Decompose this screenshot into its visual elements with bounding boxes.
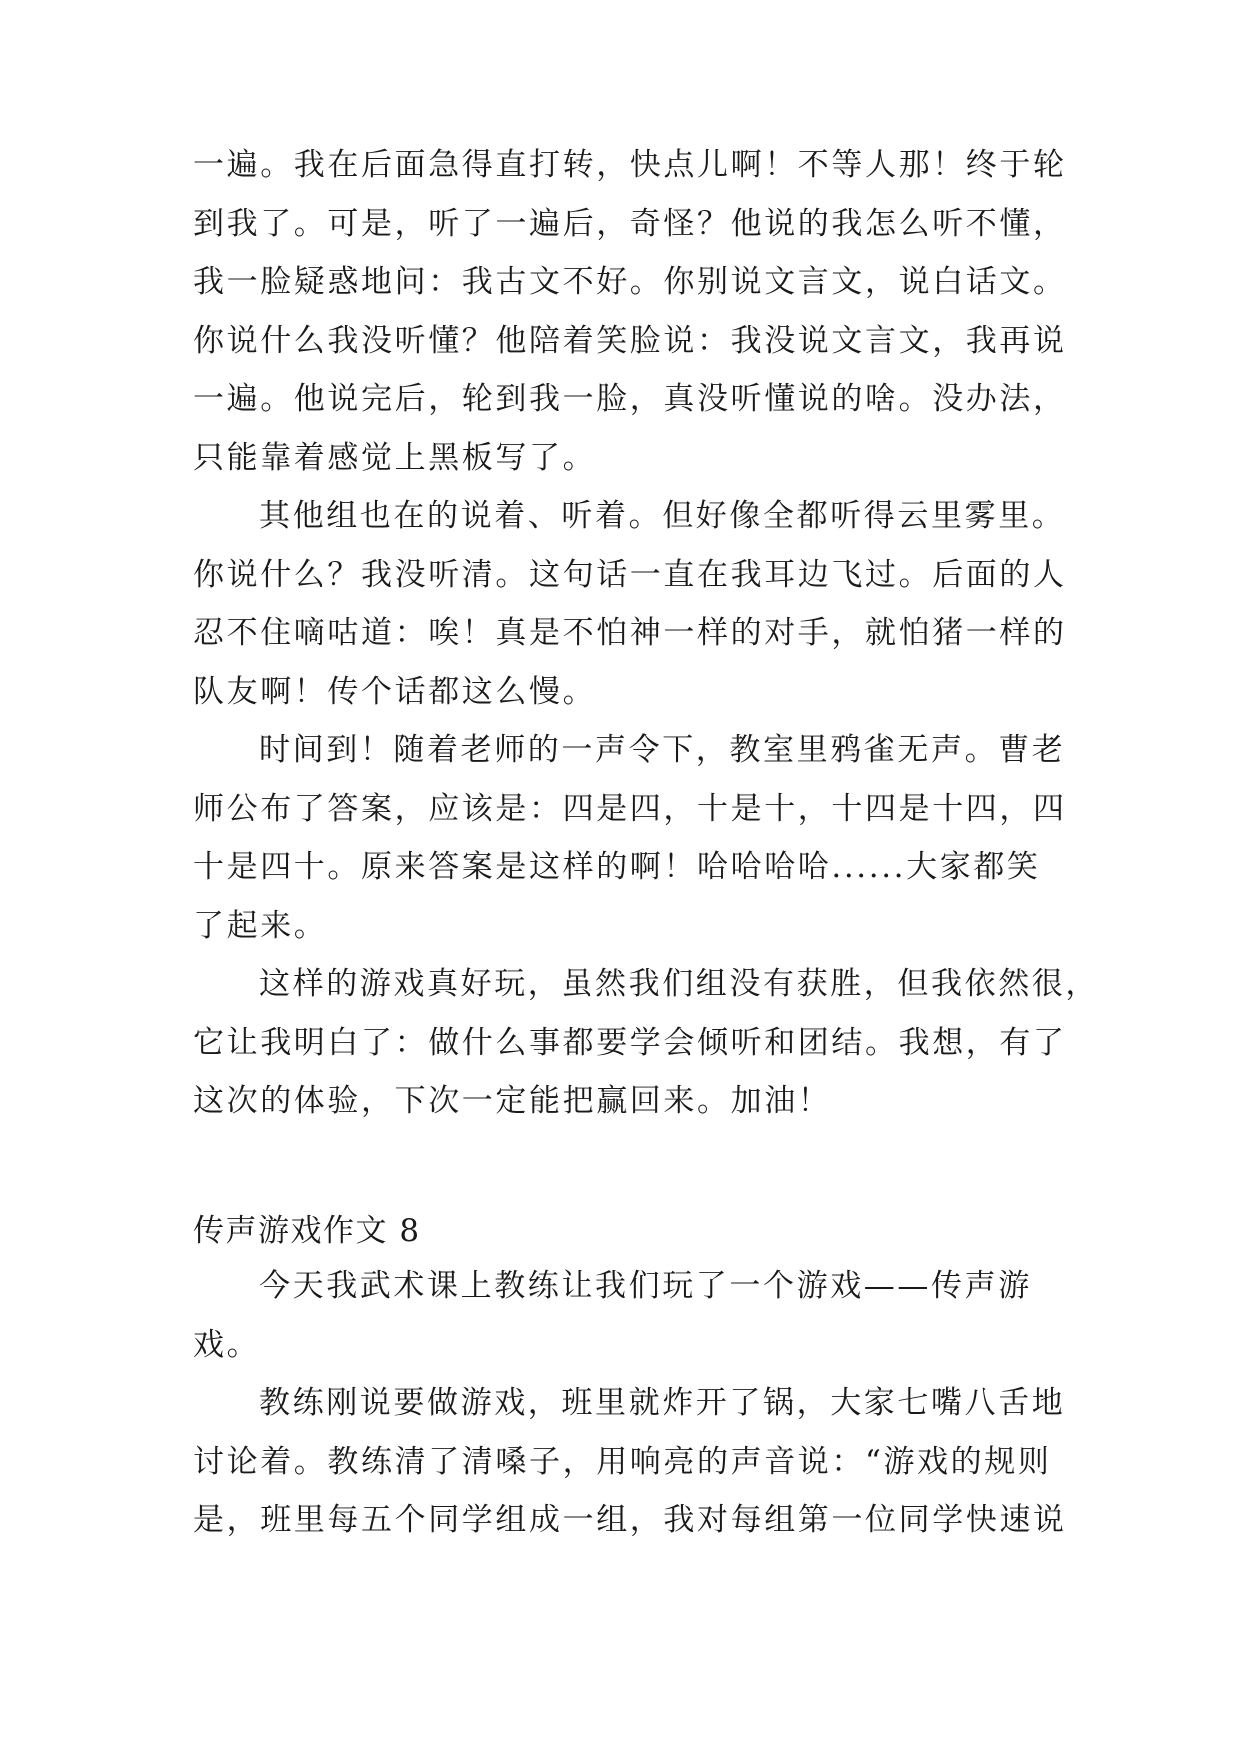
text-line: 只能靠着感觉上黑板写了。 <box>193 439 597 476</box>
text-line: 队友啊！传个话都这么慢。 <box>193 673 597 710</box>
text-line: 戏。 <box>193 1326 261 1363</box>
text-line: 这次的体验，下次一定能把赢回来。加油！ <box>193 1083 832 1119</box>
text-line: 一遍。我在后面急得直打转，快点儿啊！不等人那！终于轮 <box>193 147 1067 183</box>
text-line: 你说什么？我没听清。这句话一直在我耳边飞过。后面的人 <box>193 556 1067 593</box>
text-line: 今天我武术课上教练让我们玩了一个游戏——传声游 <box>259 1268 1032 1304</box>
section-text <box>193 1257 1073 1550</box>
text-line: 它让我明白了：做什么事都要学会倾听和团结。我想，有了 <box>193 1024 1067 1061</box>
text-line: 了起来。 <box>193 907 328 944</box>
text-line: 讨论着。教练清了清嗓子，用响亮的声音说：“游戏的规则 <box>193 1443 1052 1480</box>
text-line: 一遍。他说完后，轮到我一脸，真没听懂说的啥。没办法， <box>193 381 1067 417</box>
text-line: 这样的游戏真好玩，虽然我们组没有获胜，但我依然很， <box>259 966 1099 1002</box>
text-line: 我一脸疑惑地问：我古文不好。你别说文言文，说白话文。 <box>193 264 1067 300</box>
section-heading: 传声游戏作文 8 <box>193 1213 421 1249</box>
text-line: 师公布了答案，应该是：四是四，十是十，十四是十四，四 <box>193 790 1067 827</box>
text-line: 教练刚说要做游戏，班里就炸开了锅，大家七嘴八舌地 <box>259 1385 1066 1421</box>
text-line: 时间到！随着老师的一声令下，教室里鸦雀无声。曹老 <box>259 732 1066 768</box>
body-text <box>193 136 1099 1131</box>
text-line: 到我了。可是，听了一遍后，奇怪？他说的我怎么听不懂， <box>193 205 1067 242</box>
text-line: 其他组也在的说着、听着。但好像全都听得云里雾里。 <box>259 498 1066 534</box>
text-line: 十是四十。原来答案是这样的啊！哈哈哈哈......大家都笑 <box>193 849 1041 885</box>
text-line: 你说什么我没听懂？他陪着笑脸说：我没说文言文，我再说 <box>193 322 1067 359</box>
text-line: 是，班里每五个同学组成一组，我对每组第一位同学快速说 <box>193 1502 1067 1538</box>
text-line: 忍不住嘀咕道：唉！真是不怕神一样的对手，就怕猪一样的 <box>193 615 1067 651</box>
